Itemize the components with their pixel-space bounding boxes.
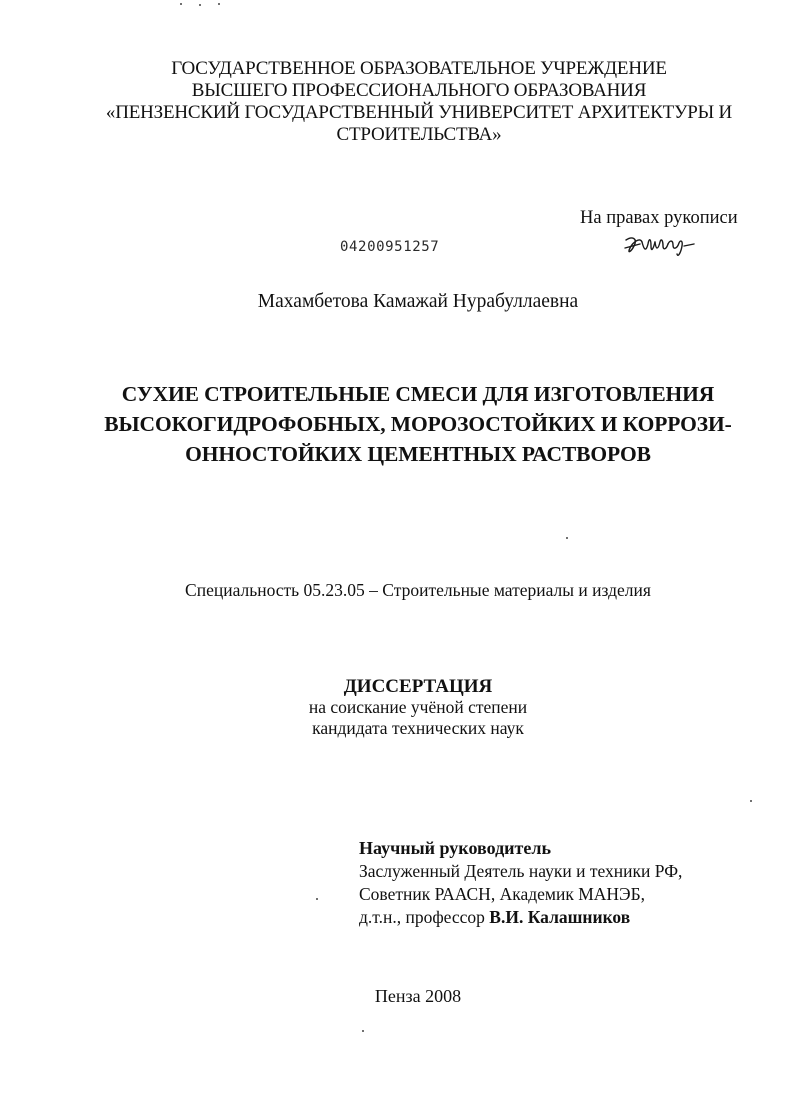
- institution-line-2: ВЫСШЕГО ПРОФЕССИОНАЛЬНОГО ОБРАЗОВАНИЯ: [191, 80, 647, 101]
- supervisor-heading: Научный руководитель: [359, 838, 551, 858]
- supervisor-name: В.И. Калашников: [489, 907, 631, 927]
- scan-speck: [316, 898, 318, 900]
- supervisor-line-3: [359, 906, 682, 929]
- dissertation-block: [0, 676, 798, 739]
- manuscript-rights-note: На правах рукописи: [580, 208, 738, 228]
- institution-line-1: ГОСУДАРСТВЕННОЕ ОБРАЗОВАТЕЛЬНОЕ УЧРЕЖДЕНИЕ: [171, 58, 667, 79]
- author-name: Махамбетова Камажай Нурабуллаевна: [257, 291, 579, 312]
- supervisor-line-1: Заслуженный Деятель науки и техники РФ,: [359, 861, 683, 881]
- registry-number: 04200951257: [340, 239, 440, 255]
- dissertation-line-2: кандидата технических наук: [312, 718, 524, 738]
- institution-header: [40, 58, 798, 146]
- institution-line-4: СТРОИТЕЛЬСТВА»: [336, 124, 502, 145]
- title-line-2: ВЫСОКОГИДРОФОБНЫХ, МОРОЗОСТОЙКИХ И КОРРОЗИ-: [104, 412, 732, 436]
- supervisor-title-prefix: д.т.н., профессор: [359, 907, 485, 927]
- dissertation-title: [0, 379, 798, 469]
- dissertation-heading: ДИССЕРТАЦИЯ: [343, 676, 493, 697]
- city-and-year: Пенза 2008: [374, 986, 462, 1006]
- scan-speck: [566, 537, 568, 539]
- institution-line-3: «ПЕНЗЕНСКИЙ ГОСУДАРСТВЕННЫЙ УНИВЕРСИТЕТ АРХИТЕКТУРЫ И: [105, 102, 733, 123]
- scan-speck: [199, 4, 201, 6]
- title-line-1: СУХИЕ СТРОИТЕЛЬНЫЕ СМЕСИ ДЛЯ ИЗГОТОВЛЕНИЯ: [121, 382, 715, 406]
- scan-speck: [218, 3, 220, 5]
- handwritten-signature: [622, 228, 704, 262]
- specialty-line: Специальность 05.23.05 – Строительные материалы и изделия: [185, 580, 651, 600]
- scan-speck: [180, 3, 182, 5]
- supervisor-block: [359, 837, 682, 929]
- dissertation-line-1: на соискание учёной степени: [308, 697, 528, 717]
- supervisor-line-2: Советник РААСН, Академик МАНЭБ,: [359, 884, 646, 904]
- title-line-3: ОННОСТОЙКИХ ЦЕМЕНТНЫХ РАСТВОРОВ: [185, 442, 651, 466]
- scan-speck: [750, 800, 752, 802]
- scan-speck: [362, 1030, 364, 1032]
